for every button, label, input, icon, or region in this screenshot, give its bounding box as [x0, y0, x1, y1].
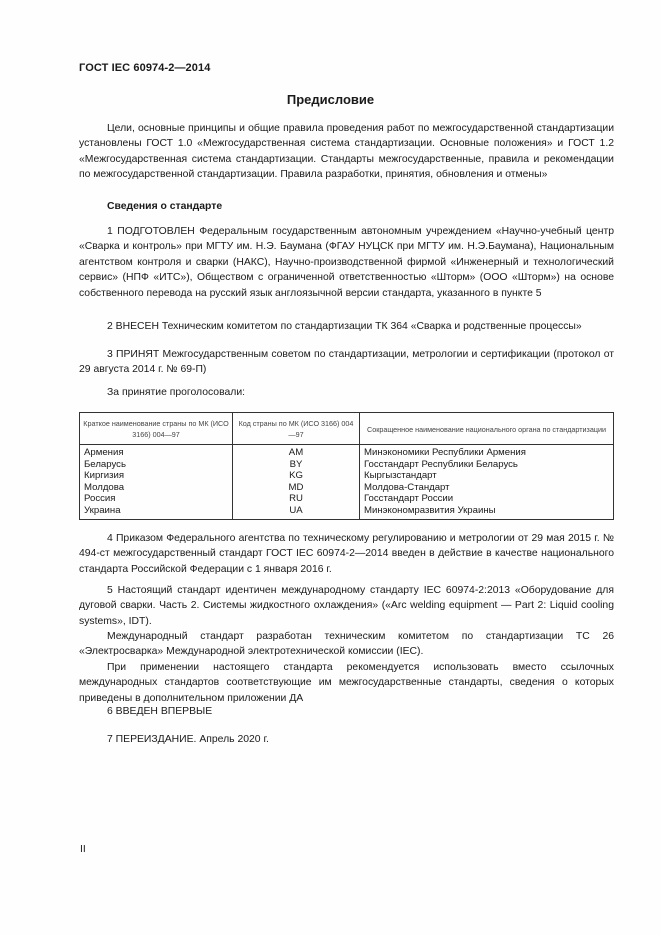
country-cell: Молдова [80, 482, 233, 494]
table-row [80, 470, 614, 482]
item-5-note-2: При применении настоящего стандарта рекомендуется использовать вместо ссылочных международных стандартов соответствующие им межгосударственные стандарты, сведения о которых приведены в дополнительном приложении ДА [79, 662, 614, 704]
country-cell: Россия [80, 493, 233, 505]
body-cell: Молдова-Стандарт [360, 482, 614, 494]
item-7-paragraph: 7 ПЕРЕИЗДАНИЕ. Апрель 2020 г. [107, 734, 269, 745]
item-3-paragraph: 3 ПРИНЯТ Межгосударственным советом по стандартизации, метрологии и сертификации (протокол от 29 августа 2014 г. № 69-П) [79, 349, 614, 376]
info-heading: Сведения о стандарте [107, 201, 223, 212]
country-cell: Армения [80, 445, 233, 459]
item-4-paragraph: 4 Приказом Федерального агентства по техническому регулированию и метрологии от 29 мая 2015 г. № 494-ст межгосударственный стандарт ГОСТ IEC 60974-2—2014 введен в действие в качестве национального стандарта Российской Федерации с 1 января 2016 г. [79, 533, 614, 575]
code-cell: MD [233, 482, 360, 494]
item-2-paragraph: 2 ВНЕСЕН Техническим комитетом по стандартизации ТК 364 «Сварка и родственные процессы» [107, 321, 582, 332]
col-body-header: Сокращенное наименование национального органа по стандартизации [360, 413, 614, 445]
col-country-header: Краткое наименование страны по МК (ИСО 3166) 004—97 [80, 413, 233, 445]
item-5-note-1: Международный стандарт разработан техническим комитетом по стандартизации ТС 26 «Электросварка» Международной электротехнической комиссии (IEC). [79, 631, 614, 658]
intro-paragraph: Цели, основные принципы и общие правила проведения работ по межгосударственной стандартизации установлены ГОСТ 1.0 «Межгосударственная система стандартизации. Основные положения» и ГОСТ 1.2 «Межгосударственная система стандартизации. Стандарты межгосударственные, правила и рекомендации по межгосударственной стандартизации. Правила разработки, принятия, обновления и отмены» [79, 123, 614, 181]
code-cell: UA [233, 505, 360, 519]
col-code-header: Код страны по МК (ИСО 3166) 004—97 [233, 413, 360, 445]
table-row [80, 445, 614, 459]
code-cell: KG [233, 470, 360, 482]
item-1-paragraph: 1 ПОДГОТОВЛЕН Федеральным государственным автономным учреждением «Научно-учебный центр «Сварка и контроль» при МГТУ им. Н.Э. Баумана (ФГАУ НУЦСК при МГТУ им. Н.Э.Баумана), Национальным агентством контроля и сварки (НАКС), Научно-производственной фирмой «Инженерный и технологический сервис» (НПФ «ИТС»), Обществом с ограниченной ответственностью «Шторм» (ООО «Шторм») на основе собственного перевода на русский язык англоязычной версии стандарта, указанного в пункте 5 [79, 226, 614, 299]
item-5-paragraph: 5 Настоящий стандарт идентичен международному стандарту IEC 60974-2:2013 «Оборудование для дуговой сварки. Часть 2. Системы жидкостного охлаждения» («Arc welding equipment — Part 2: Liquid cooling systems», IDT). [79, 585, 614, 627]
code-cell: RU [233, 493, 360, 505]
page-title: Предисловие [286, 92, 375, 107]
vote-intro: За принятие проголосовали: [107, 387, 246, 398]
country-cell: Киргизия [80, 470, 233, 482]
body-cell: Кыргызстандарт [360, 470, 614, 482]
table-row [80, 493, 614, 505]
item-6-paragraph: 6 ВВЕДЕН ВПЕРВЫЕ [107, 706, 213, 717]
table-header-row [80, 413, 614, 445]
country-cell: Украина [80, 505, 233, 519]
body-cell: Госстандарт России [360, 493, 614, 505]
table-row [80, 459, 614, 471]
voting-table [79, 412, 614, 520]
table-row [80, 482, 614, 494]
table-row [80, 505, 614, 519]
page-number: II [80, 844, 86, 855]
body-cell: Минэкономразвития Украины [360, 505, 614, 519]
body-cell: Госстандарт Республики Беларусь [360, 459, 614, 471]
code-cell: BY [233, 459, 360, 471]
body-cell: Минэкономики Республики Армения [360, 445, 614, 459]
country-cell: Беларусь [80, 459, 233, 471]
code-cell: AM [233, 445, 360, 459]
document-header: ГОСТ IEC 60974-2—2014 [79, 62, 211, 74]
